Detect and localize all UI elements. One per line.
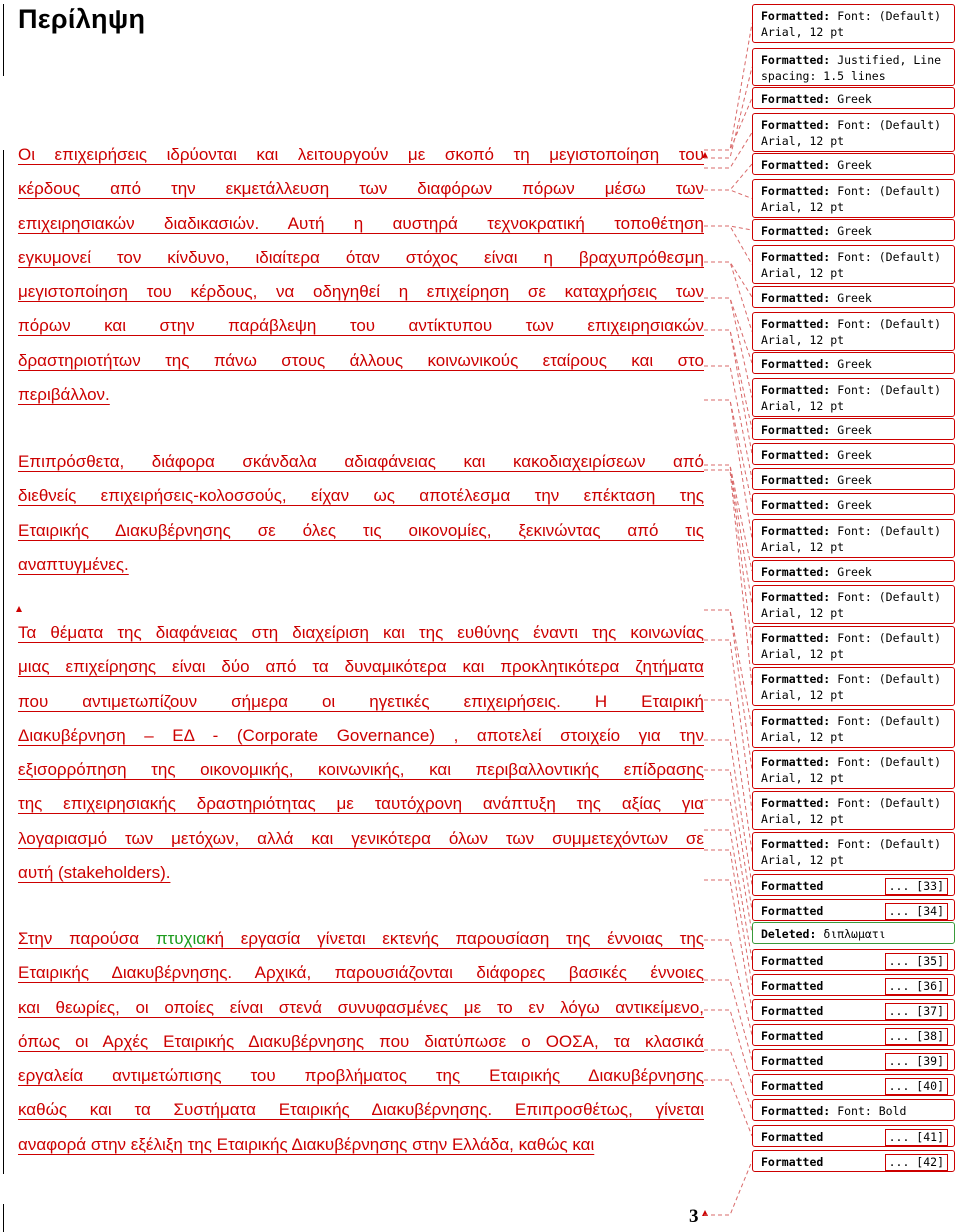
- formatting-comment[interactable]: [752, 560, 955, 582]
- more-link[interactable]: ... [37]: [885, 1003, 948, 1020]
- leader-line: [704, 298, 752, 398]
- leader-line: [704, 980, 752, 1060]
- comment-label: Formatted: [761, 904, 824, 918]
- formatting-comment[interactable]: [752, 352, 955, 374]
- leader-line: [704, 800, 752, 933]
- formatting-comment[interactable]: [752, 286, 955, 308]
- comment-label: Formatted: [761, 879, 824, 893]
- leader-line: [704, 470, 752, 687]
- comment-text: Font: (Default) Arial, 12 pt: [761, 118, 942, 148]
- comment-label: Deleted:: [761, 927, 817, 941]
- paragraph-line: αναπτυγμένες.: [18, 554, 129, 574]
- formatting-comment[interactable]: [752, 750, 955, 789]
- paragraph-line: αυτή (stakeholders).: [18, 863, 171, 883]
- comment-label: Formatted: [761, 954, 824, 968]
- paragraph-line: μεγιστοποίηση του κέρδους, να οδηγηθεί η επιχείρηση σε καταχρήσεις των: [18, 282, 704, 302]
- more-link[interactable]: ... [41]: [885, 1129, 948, 1146]
- comment-label: Formatted:: [761, 158, 831, 172]
- comment-text: Greek: [837, 357, 872, 371]
- comment-text: Greek: [837, 291, 872, 305]
- comment-label: Formatted:: [761, 291, 831, 305]
- comment-label: Formatted: [761, 1155, 824, 1169]
- formatting-comment[interactable]: [752, 949, 955, 971]
- comment-text: Font: (Default) Arial, 12 pt: [761, 631, 942, 661]
- leader-line: [704, 366, 752, 479]
- paragraph-line: αναφορά στην εξέλιξη της Εταιρικής Διακυβέρνησης στην Ελλάδα, καθώς και: [18, 1134, 595, 1154]
- paragraph-line: περιβάλλον.: [18, 385, 110, 405]
- comment-text: Font: (Default) Arial, 12 pt: [761, 714, 942, 744]
- paragraph-line: κέρδους από την εκμετάλλευση των διαφόρων πόρων μέσω των: [18, 179, 704, 199]
- paragraph-line: μιας επιχείρησης είναι δύο από τα δυναμικότερα και προκλητικότερα ζητήματα: [18, 657, 704, 677]
- formatting-comment[interactable]: [752, 709, 955, 748]
- comment-text: Justified, Line spacing: 1.5 lines: [761, 53, 942, 83]
- more-link[interactable]: ... [42]: [885, 1154, 948, 1171]
- text-run: Στην παρούσα: [18, 929, 156, 948]
- paragraph-line: καθώς και τα Συστήματα Εταιρικής Διακυβέρνησης. Επιπροσθέτως, γίνεται: [18, 1100, 704, 1120]
- more-link[interactable]: ... [38]: [885, 1028, 948, 1045]
- formatting-comment[interactable]: [752, 179, 955, 218]
- paragraph-line: επιχειρησιακών διαδικασιών. Αυτή η αυστηρά τεχνοκρατική τοποθέτηση: [18, 213, 704, 233]
- text-run: κή εργασία γίνεται εκτενής παρουσίαση της έννοιας της: [206, 929, 704, 948]
- comment-label: Formatted:: [761, 590, 831, 604]
- formatting-comment[interactable]: [752, 245, 955, 284]
- formatting-comment[interactable]: [752, 443, 955, 465]
- comment-label: Formatted:: [761, 250, 831, 264]
- formatting-comment[interactable]: [752, 113, 955, 152]
- formatting-comment[interactable]: [752, 378, 955, 417]
- leader-line: [704, 1080, 752, 1136]
- formatting-comment[interactable]: [752, 1125, 955, 1147]
- leader-line: [704, 226, 752, 230]
- comment-text: Greek: [837, 473, 872, 487]
- formatting-comment[interactable]: [752, 999, 955, 1021]
- comment-text: Font: (Default) Arial, 12 pt: [761, 524, 942, 554]
- comment-label: Formatted:: [761, 672, 831, 686]
- comment-label: Formatted:: [761, 448, 831, 462]
- paragraph-line: Οι επιχειρήσεις ιδρύονται και λειτουργούν με σκοπό τη μεγιστοποίηση του: [18, 145, 704, 164]
- comment-label: Formatted: [761, 979, 824, 993]
- leader-line: [704, 465, 752, 605]
- comment-text: Greek: [837, 92, 872, 106]
- more-link[interactable]: ... [35]: [885, 953, 948, 970]
- comment-label: Formatted:: [761, 224, 831, 238]
- leader-line: [704, 330, 752, 454]
- formatting-comment[interactable]: [752, 1049, 955, 1071]
- paragraph-line: Τα θέματα της διαφάνειας στη διαχείριση και της ευθύνης έναντι της κοινωνίας: [18, 623, 704, 642]
- more-link[interactable]: ... [39]: [885, 1053, 948, 1070]
- comment-label: Formatted:: [761, 796, 831, 810]
- more-link[interactable]: ... [36]: [885, 978, 948, 995]
- comment-label: Formatted: [761, 1130, 824, 1144]
- formatting-comment[interactable]: [752, 1074, 955, 1096]
- formatting-comment[interactable]: [752, 791, 955, 830]
- comment-text: Font: (Default) Arial, 12 pt: [761, 184, 942, 214]
- comment-label: Formatted: [761, 1029, 824, 1043]
- comment-label: Formatted:: [761, 498, 831, 512]
- formatting-comment[interactable]: [752, 1099, 955, 1121]
- formatting-comment[interactable]: [752, 974, 955, 996]
- more-link[interactable]: ... [40]: [885, 1078, 948, 1095]
- paragraph-line: πόρων και στην παράβλεψη του αντίκτυπου των επιχειρησιακών: [18, 316, 704, 336]
- comment-text: Font: (Default) Arial, 12 pt: [761, 317, 942, 347]
- formatting-comment[interactable]: [752, 832, 955, 871]
- formatting-comment[interactable]: [752, 48, 955, 86]
- formatting-comment[interactable]: [752, 153, 955, 175]
- comment-label: Formatted:: [761, 92, 831, 106]
- comment-label: Formatted:: [761, 9, 831, 23]
- paragraph-line: της επιχειρησιακής δραστηριότητας με ταυτόχρονη ανάπτυξη της αξίας για: [18, 794, 704, 814]
- formatting-comment[interactable]: [752, 874, 955, 896]
- comment-label: Formatted:: [761, 357, 831, 371]
- comment-label: Formatted: [761, 1054, 824, 1068]
- leader-line: [704, 400, 752, 539]
- leader-line: [704, 330, 752, 429]
- formatting-comment[interactable]: [752, 87, 955, 109]
- comment-label: Formatted:: [761, 714, 831, 728]
- formatting-comment[interactable]: [752, 468, 955, 490]
- comment-label: Formatted:: [761, 53, 831, 67]
- comment-label: Formatted:: [761, 383, 831, 397]
- deleted-comment[interactable]: [752, 922, 955, 944]
- leader-line: [704, 190, 752, 199]
- formatting-comment[interactable]: [752, 626, 955, 665]
- comment-text: Greek: [837, 224, 872, 238]
- comment-text: Font: (Default) Arial, 12 pt: [761, 755, 942, 785]
- paragraph-line: Εταιρικής Διακυβέρνησης. Αρχικά, παρουσιάζονται διάφορες βασικές έννοιες: [18, 963, 704, 983]
- comment-text: Greek: [837, 565, 872, 579]
- comment-label: Formatted:: [761, 1104, 831, 1118]
- inserted-text: πτυχια: [155, 929, 207, 948]
- more-link[interactable]: ... [34]: [885, 903, 948, 920]
- paragraph-line: Επιπρόσθετα, διάφορα σκάνδαλα αδιαφάνειας και κακοδιαχειρίσεων από: [18, 452, 704, 471]
- paragraph-line: και θεωρίες, οι οποίες είναι στενά συνυφασμένες με το εν λόγω αντικείμενο,: [18, 997, 704, 1017]
- leader-line: [704, 465, 752, 571]
- paragraph-line: εγκυμονεί τον κίνδυνο, ιδιαίτερα όταν στόχος είναι η βραχυπρόθεσμη: [18, 247, 704, 267]
- page-number: 3: [689, 1206, 699, 1227]
- leader-line: [704, 880, 752, 1010]
- comment-text: Font: Bold: [837, 1104, 907, 1118]
- leader-line: [704, 700, 752, 852]
- formatting-comment[interactable]: [752, 219, 955, 241]
- paragraph-line: εργαλεία αντιμετώπισης του προβλήματος της Εταιρικής Διακυβέρνησης: [18, 1066, 704, 1086]
- leader-line: [704, 610, 752, 729]
- leader-line: [704, 262, 752, 297]
- comment-text: Greek: [837, 158, 872, 172]
- paragraph-line: Εταιρικής Διακυβέρνησης σε όλες τις οικονομίες, ξεκινώντας από τις: [18, 520, 704, 540]
- comments-sidebar: [752, 0, 958, 1232]
- leader-line: [704, 1161, 752, 1215]
- formatting-comment[interactable]: [752, 418, 955, 440]
- comment-text: διπλωματι: [823, 927, 886, 941]
- comment-text: Font: (Default) Arial, 12 pt: [761, 837, 942, 867]
- leader-line: [704, 1010, 752, 1085]
- comment-label: Formatted: [761, 1004, 824, 1018]
- comment-text: Font: (Default) Arial, 12 pt: [761, 590, 942, 620]
- formatting-comment[interactable]: [752, 667, 955, 706]
- comment-text: Greek: [837, 498, 872, 512]
- formatting-comment[interactable]: [752, 519, 955, 558]
- formatting-comment[interactable]: [752, 4, 955, 43]
- comment-text: Font: (Default) Arial, 12 pt: [761, 672, 942, 702]
- comment-label: Formatted:: [761, 524, 831, 538]
- formatting-comment[interactable]: [752, 1024, 955, 1046]
- leader-line: [704, 262, 752, 332]
- formatting-comment[interactable]: [752, 899, 955, 921]
- comment-text: Font: (Default) Arial, 12 pt: [761, 796, 942, 826]
- formatting-comment[interactable]: [752, 312, 955, 351]
- formatting-comment[interactable]: [752, 1150, 955, 1172]
- comment-text: Greek: [837, 448, 872, 462]
- comment-label: Formatted:: [761, 423, 831, 437]
- comment-label: Formatted:: [761, 755, 831, 769]
- formatting-comment[interactable]: [752, 585, 955, 624]
- comment-text: Greek: [837, 423, 872, 437]
- paragraph-line: δραστηριοτήτων της πάνω στους άλλους κοινωνικούς εταίρους και στο: [18, 350, 704, 370]
- leader-line: [704, 226, 752, 265]
- comment-text: Font: (Default) Arial, 12 pt: [761, 9, 942, 39]
- comment-label: Formatted: [761, 1079, 824, 1093]
- comment-label: Formatted:: [761, 184, 831, 198]
- comment-text: Font: (Default) Arial, 12 pt: [761, 383, 942, 413]
- comment-label: Formatted:: [761, 565, 831, 579]
- page-title: Περίληψη: [18, 4, 146, 34]
- paragraph-line: λογαριασμό των μετόχων, αλλά και γενικότερα όλων των συμμετεχόντων σε: [18, 828, 704, 848]
- leader-line: [704, 640, 752, 811]
- comment-label: Formatted:: [761, 473, 831, 487]
- comment-text: Font: (Default) Arial, 12 pt: [761, 250, 942, 280]
- leader-line: [704, 24, 752, 151]
- leader-line: [704, 940, 752, 1035]
- paragraph-line: Διακυβέρνηση – ΕΔ - (Corporate Governance) , αποτελεί στοιχείο για την: [18, 725, 704, 745]
- paragraph-line: όπως οι Αρχές Εταιρικής Διακυβέρνησης που διατύπωσε ο ΟΟΣΑ, τα κλασικά: [18, 1031, 704, 1051]
- paragraph-line: εξισορρόπηση της οικονομικής, κοινωνικής, και περιβαλλοντικής επίδρασης: [18, 760, 704, 780]
- paragraph-line: που αντιμετωπίζουν σήμερα οι ηγετικές επιχειρήσεις. Η Εταιρική: [18, 691, 704, 711]
- leader-line: [704, 98, 752, 150]
- comment-label: Formatted:: [761, 837, 831, 851]
- more-link[interactable]: ... [33]: [885, 878, 948, 895]
- comment-label: Formatted:: [761, 631, 831, 645]
- formatting-comment[interactable]: [752, 493, 955, 515]
- paragraph-line: διεθνείς επιχειρήσεις-κολοσσούς, είχαν ως αποτέλεσμα την επέκταση της: [18, 486, 704, 506]
- leader-line: [704, 67, 752, 158]
- comment-label: Formatted:: [761, 317, 831, 331]
- comment-label: Formatted:: [761, 118, 831, 132]
